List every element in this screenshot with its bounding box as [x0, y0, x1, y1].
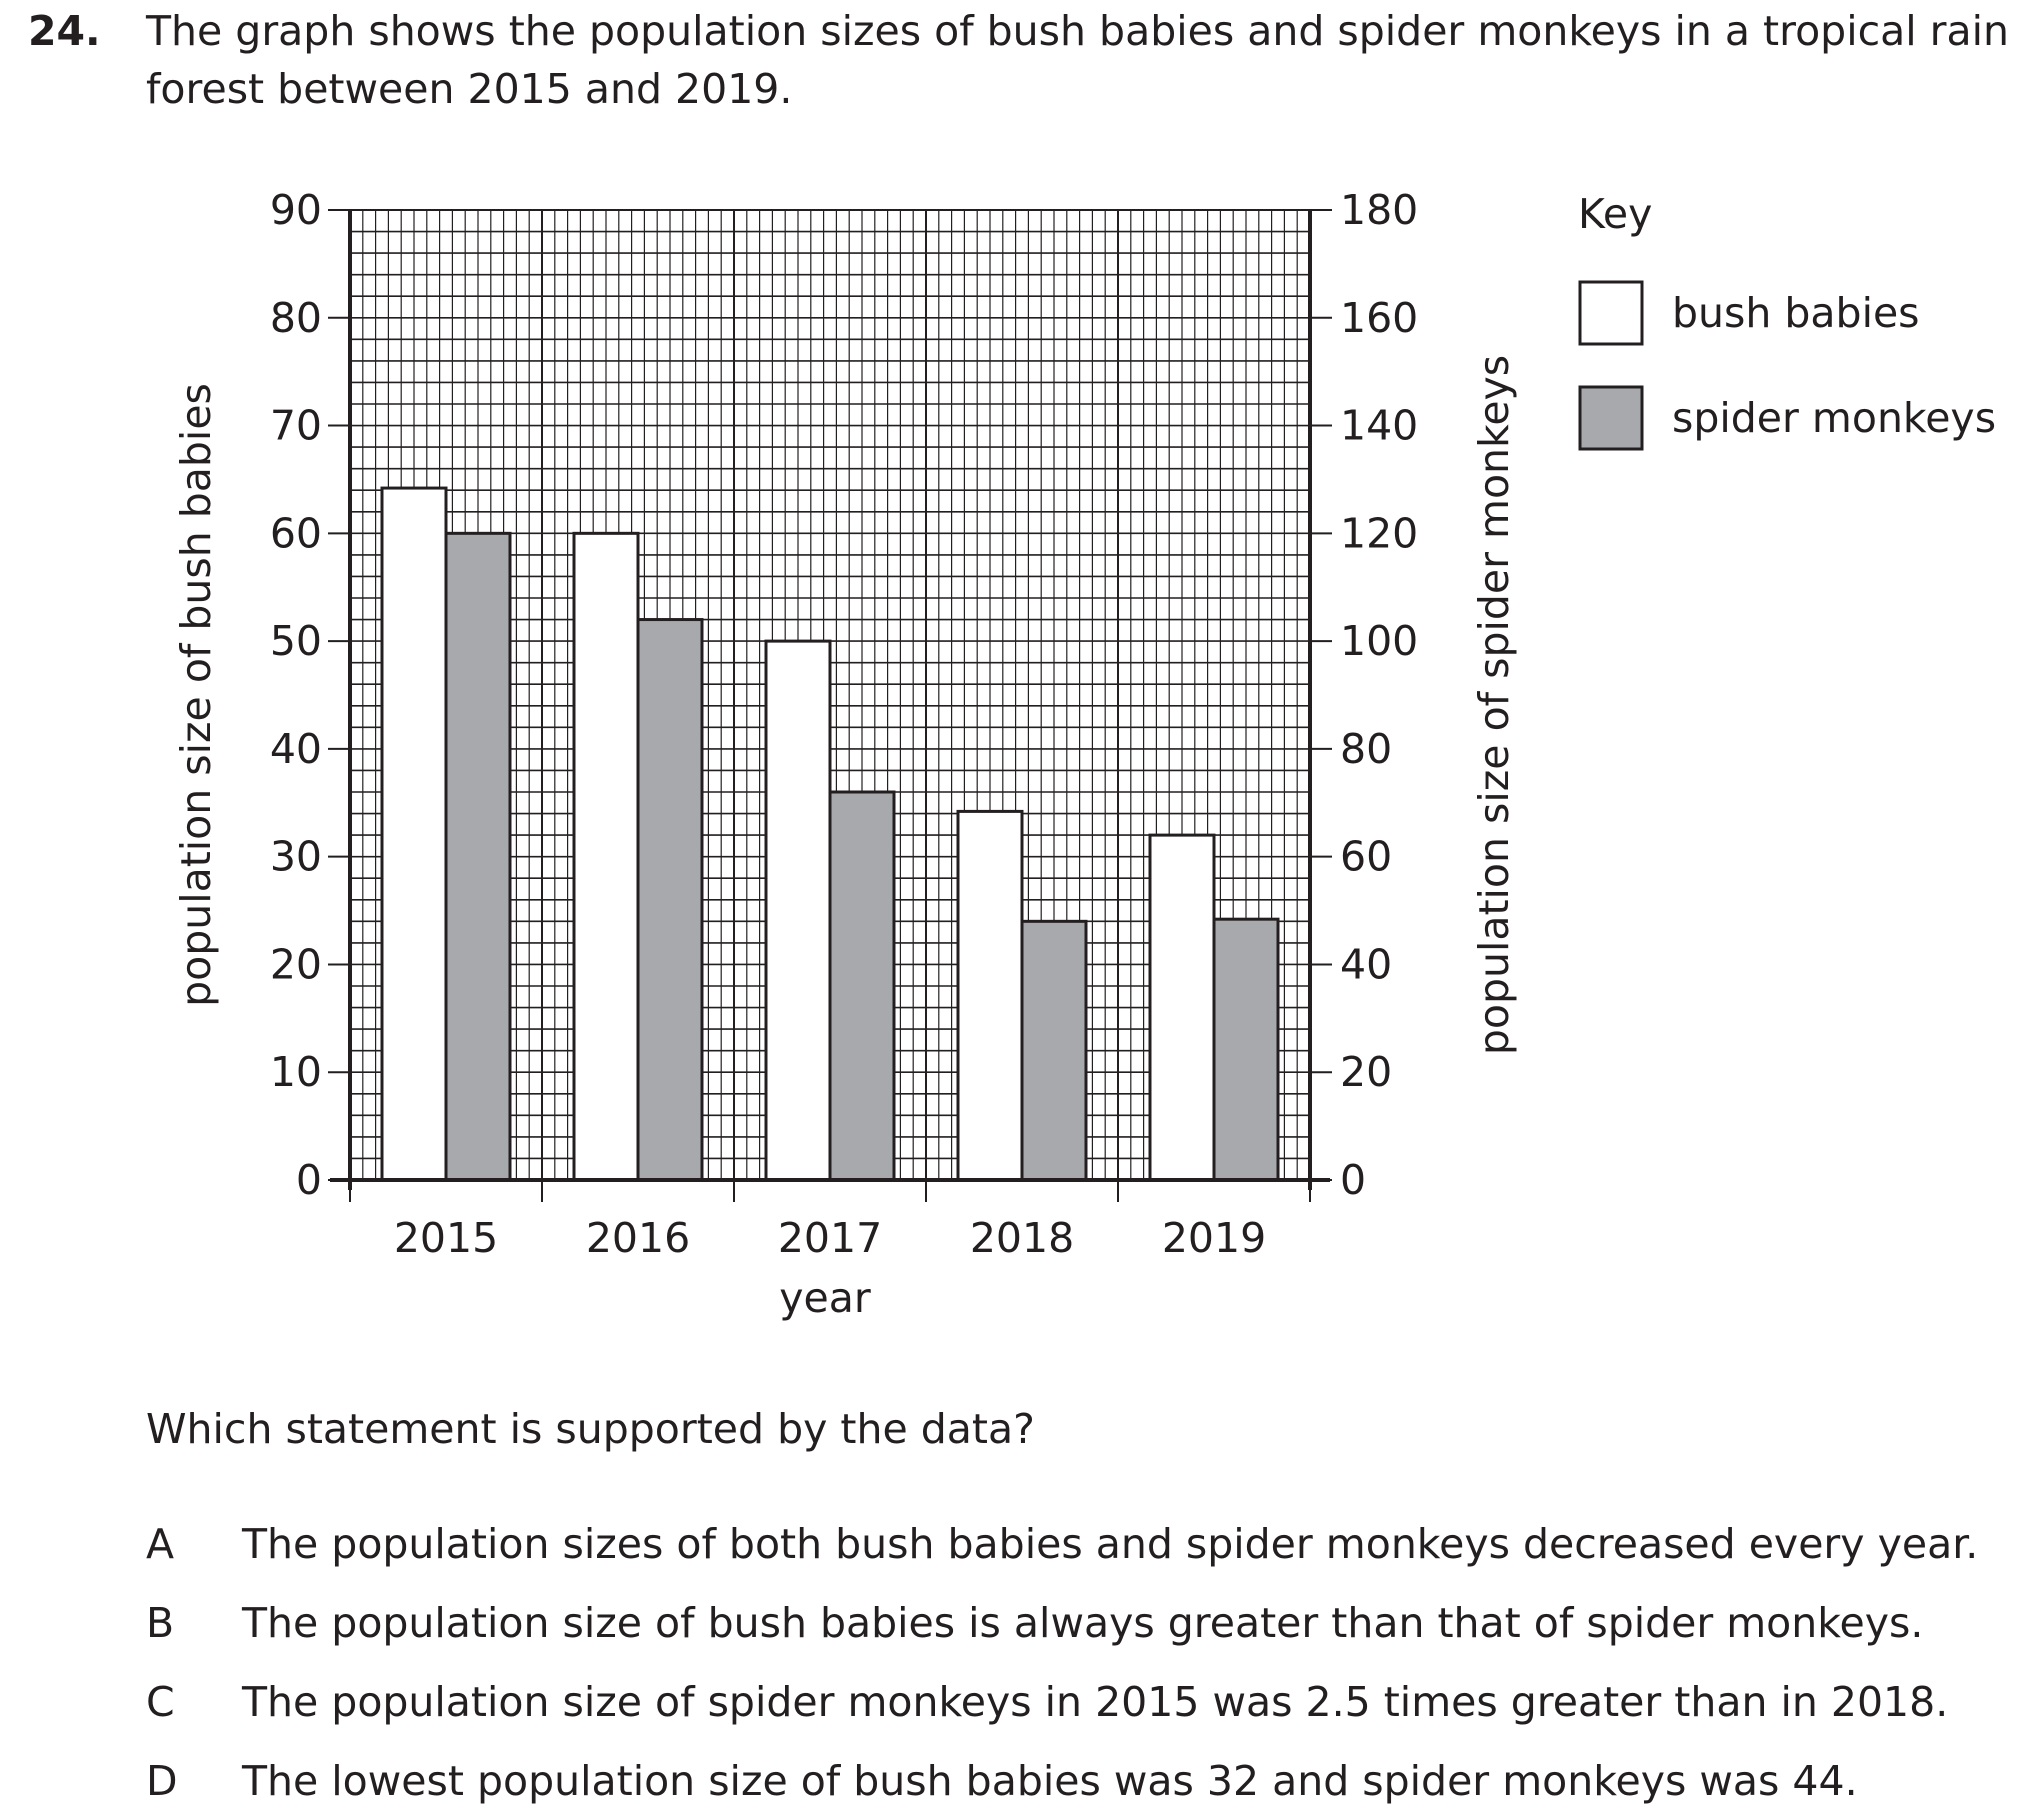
y-tick-label-left: 50	[269, 617, 322, 666]
bar-spider-monkeys-2019	[1214, 919, 1278, 1180]
option-d[interactable]	[146, 1752, 1858, 1810]
y-tick-label-left: 40	[269, 724, 322, 773]
bar-spider-monkeys-2016	[638, 620, 702, 1180]
option-text: The population size of bush babies is always greater than that of spider monkeys.	[242, 1599, 1924, 1647]
y-tick-label-right: 60	[1340, 832, 1393, 881]
y-tick-label-right: 140	[1340, 401, 1419, 450]
legend-swatch	[1580, 387, 1642, 449]
option-text: The population sizes of both bush babies and spider monkeys decreased every year.	[242, 1520, 1979, 1568]
y-tick-label-right: 160	[1340, 293, 1419, 342]
option-c[interactable]	[146, 1673, 1948, 1731]
y-tick-label-left: 60	[269, 509, 322, 558]
option-b[interactable]	[146, 1594, 1923, 1652]
question-prompt: Which statement is supported by the data?	[146, 1405, 1035, 1453]
option-a[interactable]	[146, 1515, 1978, 1573]
question-number: 24.	[28, 7, 101, 55]
y-tick-label-left: 20	[269, 940, 322, 989]
bar-bush-babies-2017	[766, 641, 830, 1180]
y-tick-label-left: 30	[269, 832, 322, 881]
bar-bush-babies-2015	[382, 488, 446, 1180]
y-tick-label-right: 120	[1340, 509, 1419, 558]
y-tick-label-right: 80	[1340, 724, 1393, 773]
legend-label: spider monkeys	[1672, 394, 1997, 442]
y-tick-label-left: 90	[269, 186, 322, 234]
legend	[1578, 190, 1996, 449]
legend-label: bush babies	[1672, 289, 1920, 337]
y-tick-label-right: 0	[1340, 1156, 1367, 1204]
option-letter: C	[146, 1678, 175, 1726]
y-tick-label-right: 100	[1340, 617, 1419, 666]
option-text: The lowest population size of bush babies was 32 and spider monkeys was 44.	[242, 1757, 1858, 1805]
y-tick-label-right: 180	[1340, 186, 1419, 234]
bar-bush-babies-2016	[574, 533, 638, 1180]
x-tick-label: 2016	[585, 1214, 691, 1262]
y-axis-label-left: population size of bush babies	[172, 383, 220, 1007]
y-tick-label-left: 0	[295, 1156, 322, 1204]
bar-bush-babies-2019	[1150, 835, 1214, 1180]
option-text: The population size of spider monkeys in 2015 was 2.5 times greater than in 2018.	[242, 1678, 1949, 1726]
question-intro: The graph shows the population sizes of bush babies and spider monkeys in a tropical rain forest between 2015 and 2019.	[146, 7, 2010, 113]
option-letter: B	[146, 1599, 175, 1647]
x-tick-label: 2018	[969, 1214, 1075, 1262]
bar-bush-babies-2018	[958, 811, 1022, 1180]
y-tick-label-right: 40	[1340, 940, 1393, 989]
x-tick-label: 2015	[393, 1214, 499, 1262]
option-letter: D	[146, 1757, 178, 1805]
y-tick-label-right: 20	[1340, 1048, 1393, 1097]
bar-spider-monkeys-2015	[446, 533, 510, 1180]
y-tick-label-left: 70	[269, 401, 322, 450]
option-letter: A	[146, 1520, 175, 1568]
x-axis-label: year	[779, 1274, 871, 1322]
legend-swatch	[1580, 282, 1642, 344]
y-tick-label-left: 10	[269, 1048, 322, 1097]
x-tick-label: 2017	[777, 1214, 883, 1262]
legend-title: Key	[1578, 190, 1653, 238]
y-axis-label-right: population size of spider monkeys	[1470, 354, 1518, 1056]
bar-spider-monkeys-2018	[1022, 921, 1086, 1180]
y-tick-label-left: 80	[269, 293, 322, 342]
x-tick-label: 2019	[1161, 1214, 1267, 1262]
bar-spider-monkeys-2017	[830, 792, 894, 1180]
